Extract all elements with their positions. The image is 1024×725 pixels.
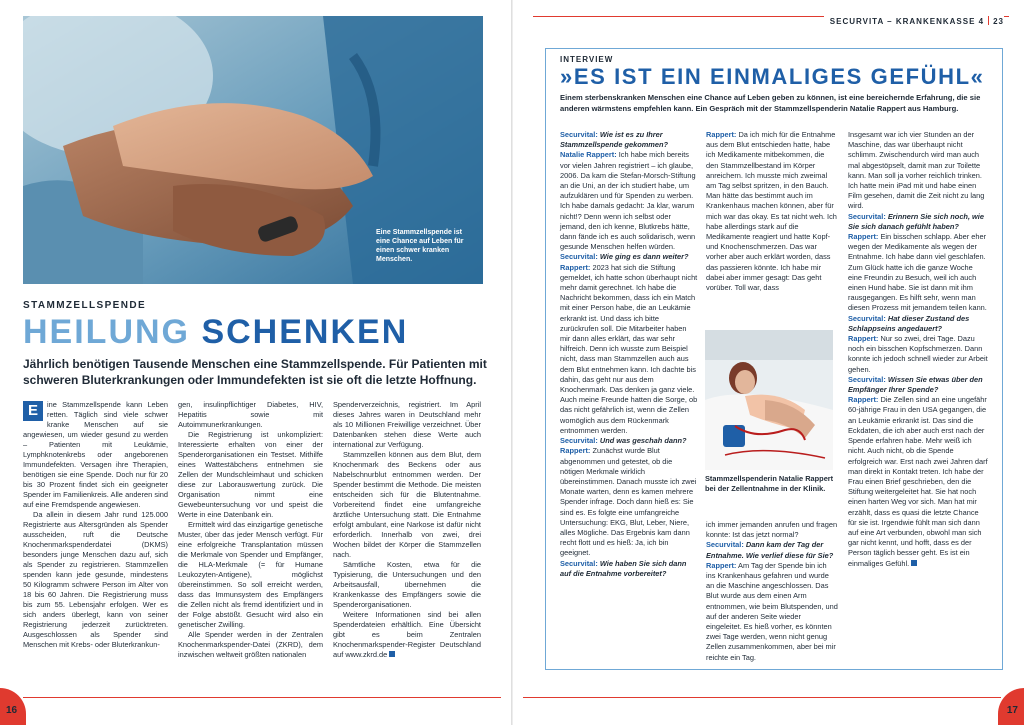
- headline-part-2: SCHENKEN: [201, 313, 409, 351]
- article-column-2: [178, 400, 323, 660]
- interview-answer: [848, 130, 988, 212]
- speaker-label: Rappert:: [848, 334, 879, 344]
- interview-answer: [560, 263, 698, 436]
- paragraph: [333, 610, 481, 660]
- page-number-right: 17: [1006, 705, 1018, 716]
- speaker-label: Securvital:: [560, 252, 598, 262]
- article-column-1: [23, 400, 168, 650]
- speaker-label: Securvital:: [560, 436, 598, 446]
- article-deck: Jährlich benötigen Tausende Menschen eine Stammzellspende. Für Patienten mit schweren Bluterkrankungen oder Immundefekten ist sie oft die letzte Hoffnung.: [23, 357, 487, 387]
- paragraph: E ine Stammzellspende kann Leben retten. Täglich sind viele schwer kranke Menschen auf sie angewiesen, um wieder gesund zu werden – Patienten mit Leukämie, Lymphknotenkrebs oder angeborenen Immundefekten. Versagen ihre Therapien, benötigen sie eine Spende. Doch nur für 20 bis 30 Prozent findet sich ein geeigneter Spender im Familienkreis. Alle anderen sind auf eine Fremdspende angewiesen.: [23, 400, 168, 509]
- interview-column-1: [560, 130, 698, 579]
- interview-question: [560, 130, 698, 150]
- speaker-label: Rappert:: [848, 395, 879, 405]
- interview-column-2a: [706, 130, 838, 293]
- interview-question: [560, 559, 698, 579]
- interview-answer: [706, 561, 838, 663]
- drop-cap: E: [23, 401, 43, 421]
- paragraph: Sämtliche Kosten, etwa für die Typisierung, die Untersuchungen und den Arbeitsausfall, übernehmen die Krankenkasse des Empfängers sowie die Spenderorganisationen.: [333, 560, 481, 609]
- speech-text: Am Tag der Spende bin ich ins Krankenhaus gefahren und wurde an die Maschine angeschlossen. Das Blut wurde aus dem einen Arm entnommen, wie beim Blutspenden, und auf der anderen Seite wieder eingeleitet. Es hieß vorher, es könnten zwei Tage werden, wenn nicht genug Zellen zusammenkommen, aber bei mir reichte ein Tag.: [706, 560, 838, 662]
- paragraph: Spenderverzeichnis, registriert. Im April dieses Jahres waren in Deutschland mehr als 10 Millionen Freiwillige verzeichnet. Über Datenbanken stehen diese Werte auch international zur Verfügung.: [333, 400, 481, 449]
- speaker-label: Rappert:: [848, 232, 879, 242]
- article-kicker: STAMMZELLSPENDE: [23, 300, 147, 311]
- interview-answer: [706, 130, 838, 293]
- speech-text: Zunächst wurde Blut abgenommen und getestet, ob die nötigen Merkmale wirklich übereinstimmen. Danach musste ich zwei Monate warten, denn es kamen mehrere Spender infrage. Doch dann hieß es: Sie sind es. Es folgte eine umfangreiche Untersuchung: EKG, Blut, Leber, Niere, alles Mögliche. Das Ergebnis kam dann recht flott und es hieß: Ja, ich bin geeignet.: [560, 446, 697, 558]
- donor-photo: [705, 330, 833, 470]
- photo-caption: Eine Stammzellspende ist eine Chance auf Leben für einen schwer kranken Menschen.: [376, 229, 464, 263]
- interview-answer: [560, 446, 698, 558]
- interview-question: [848, 375, 988, 395]
- speaker-label: Securvital:: [848, 211, 886, 221]
- speech-text: ich immer jemanden anrufen und fragen konnte: Ist das jetzt normal?: [706, 520, 838, 540]
- interview-column-3: [848, 130, 988, 569]
- speaker-label: Rappert:: [706, 560, 737, 570]
- interview-answer: [706, 520, 838, 540]
- speech-text: Wie ging es dann weiter?: [599, 252, 689, 262]
- interview-answer: [848, 395, 988, 568]
- info-link-text: Weitere Informationen sind bei allen Spenderdateien erhältlich. Eine Übersicht gibt es beim Zentralen Knochenmarkspender-Register Deutschland auf www.zkrd.de: [333, 610, 481, 659]
- running-header: [824, 16, 1004, 28]
- interview-question: [848, 212, 988, 232]
- interview-title: »ES IST EIN EINMALIGES GEFÜHL«: [560, 64, 985, 89]
- speaker-label: Securvital:: [706, 540, 744, 550]
- speaker-label: Securvital:: [560, 558, 598, 568]
- speaker-label: Securvital:: [560, 130, 598, 139]
- speech-text: Ein bisschen schlapp. Aber eher wegen der Medikamente als wegen der Entnahme. Ich habe dann viel geschlafen. Zum Glück hatte ich die ganze Woche eine Freundin zu Besuch, weil ich auch einen Hund habe. Sie ist dann mit ihm rausgegangen. Es hilft sehr, wenn man diesen Prozess mit jemandem teilen kann.: [848, 232, 987, 313]
- interview-deck: Einem sterbenskranken Menschen eine Chance auf Leben geben zu können, ist eine bereichernde Erfahrung, die sie anderen wärmstens empfehlen kann. Ein Gespräch mit der Stammzellspenderin Natalie Rappert aus Hamburg.: [560, 93, 981, 113]
- speaker-label: Rappert:: [560, 262, 591, 272]
- paragraph: Alle Spender werden in der Zentralen Knochenmarkspender-Datei (ZKRD), dem inzwischen weltweit größten nationalen: [178, 630, 323, 659]
- speech-text: Nur so zwei, drei Tage. Dazu noch ein bisschen Kopfschmerzen. Dann konnte ich jedoch schnell wieder zur Arbeit gehen.: [848, 334, 988, 374]
- interview-question: [560, 436, 698, 446]
- interview-answer: [848, 334, 988, 375]
- speech-text: Ich habe mich bereits vor vielen Jahren registriert – ich glaube, 2006. Da kam die Stefan-Morsch-Stiftung an die Uni, an der ich studiert habe, um aufzuklären und für Spenden zu werben. Ich habe damals gedacht: Ja klar, warum nicht!? Denn wenn ich selbst oder jemand, den ich kenne, Blutkrebs hätte, dann fände ich es auch solidarisch, wenn gesunde Menschen helfen würden.: [560, 150, 696, 252]
- header-page-ref: 23: [993, 17, 1004, 26]
- headline-part-1: HEILUNG: [23, 313, 190, 351]
- end-mark: [911, 560, 917, 566]
- speech-text: 2023 hat sich die Stiftung gemeldet, ich hatte schon überhaupt nicht mehr damit gerechnet. Ich habe die Nachricht bekommen, dass ich ein Match mit einer Person habe, die an Leukämie erkrankt ist. Und dass ich bitte zurückrufen soll. Die Mitarbeiter haben mir dann alles erklärt, das war sehr hilfreich. Denn ich wusste zum Beispiel nicht, dass man Stammzellen auch aus dem Blut entnehmen kann. Ich dachte bis dahin, das geht nur aus dem Knochenmark. Das denken ja ganz viele. Auch meine Freunde hatten die Sorge, ob das nicht gefährlich ist, wenn die Zellen womöglich aus dem Rückenmark entnommen werden.: [560, 262, 698, 435]
- donor-photo-caption: Stammzellspenderin Natalie Rappert bei der Zellentnahme in der Klinik.: [705, 474, 834, 493]
- donor-photo-illustration: [705, 330, 833, 470]
- paragraph: Ermittelt wird das einzigartige genetische Muster, über das jeder Mensch verfügt. Für eine erfolgreiche Transplantation müssen die Merkmale von Spender und Empfänger, die HLA-Merkmale (= für Humane Leukozyten-Antigene), möglichst übereinstimmen. So soll erreicht werden, dass das Immunsystem des Empfängers die Zellen nicht als fremd identifiziert und in der Folge abstößt. Gesucht wird also ein genetischer Zwilling.: [178, 520, 323, 629]
- speaker-label: Natalie Rappert:: [560, 150, 617, 160]
- article-column-3: [333, 400, 481, 660]
- interview-answer: [560, 150, 698, 252]
- speaker-label: Rappert:: [560, 446, 591, 456]
- interview-label: INTERVIEW: [560, 55, 614, 64]
- interview-column-2b: [706, 520, 838, 663]
- speech-text: Wissen Sie etwas über den Empfänger Ihrer Spende?: [848, 374, 983, 395]
- interview-question: [560, 252, 698, 262]
- footer-rule-left: [23, 697, 501, 698]
- speech-text: Und was geschah dann?: [599, 436, 687, 446]
- speaker-label: Rappert:: [706, 130, 737, 139]
- speaker-label: Securvital:: [848, 374, 886, 384]
- speech-text: Da ich mich für die Entnahme aus dem Blut entschieden hatte, habe ich Medikamente mitbekommen, die den Stammzellbestand im Körper anreichern. Ich musste mich zweimal am Tag selbst spritzen, in den Bauch. Man hätte das bestimmt auch im Krankenhaus machen können, aber für mich war das okay. Es tat nicht weh. Ich habe allerdings stark auf die Medikamente reagiert und hatte Kopf- und Knochenschmerzen. Das war vorher aber auch erklärt worden, dass das passieren könnte. Ich habe mir dabei aber immer gesagt: Das geht vorüber. Toll war, dass: [706, 130, 837, 293]
- speech-text: Die Zellen sind an eine ungefähr 60-jährige Frau in den USA gegangen, die an Leukämie erkrankt ist. Das sind die Eckdaten, die ich aber auch erst nach der Spende erfahren habe. Mehr weiß ich nicht. Auch nicht, ob die Spende erfolgreich war. Erst nach zwei Jahren darf man direkt in Kontakt treten. Ich habe der Frau einen Brief geschrieben, den die Stiftung weitergeleitet hat. Sie hat noch einen harten Weg vor sich. Man hat mir erzählt, dass es quasi die letzte Chance für sie ist. Irgendwie fühlt man sich dann auf eine Art verbunden, obwohl man sich gar nicht kennt, und hofft, dass es der Person täglich besser geht. Es ist ein einmaliges Gefühl.: [848, 395, 988, 568]
- speech-text: Insgesamt war ich vier Stunden an der Maschine, das war überhaupt nicht schlimm. Zwischendurch wird man auch mal abgestöpselt, damit man zur Toilette kann. Man soll ja vorher reichlich trinken. Ich hatte mein iPad mit und habe einen Film gesehen, damit die Zeit nicht zu lang wird.: [848, 130, 985, 211]
- paragraph: Stammzellen können aus dem Blut, dem Knochenmark des Beckens oder aus Nabelschnurblut entnommen werden. Der Spender bestimmt die Methode. Die meisten entscheiden sich für die Blutentnahme. Vorbereitend findet eine umfangreiche ärztliche Untersuchung statt. Die Entnahme erfolgt ambulant, eine Narkose ist dafür nicht erforderlich. Innerhalb von zwei, drei Wochen bildet der Körper die Stammzellen nach.: [333, 450, 481, 559]
- speech-text: Wie ist es zu Ihrer Stammzellspende gekommen?: [560, 130, 669, 150]
- speech-text: Erinnern Sie sich noch, wie Sie sich danach gefühlt haben?: [848, 211, 984, 231]
- header-brand: SECURVITA – KRANKENKASSE 4: [829, 17, 985, 26]
- speech-text: Dann kam der Tag der Entnahme. Wie verlief diese für Sie?: [706, 540, 834, 560]
- speaker-label: Securvital:: [848, 313, 886, 323]
- interview-question: [706, 540, 838, 560]
- end-mark: [389, 651, 395, 657]
- footer-rule-right: [523, 697, 1001, 698]
- page-fold: [511, 0, 513, 725]
- speech-text: Wie haben Sie sich dann auf die Entnahme vorbereitet?: [560, 558, 687, 578]
- paragraph: gen, insulinpflichtiger Diabetes, HIV, Hepatitis sowie mit Autoimmunerkrankungen.: [178, 400, 323, 429]
- speech-text: Hat dieser Zustand des Schlappseins angedauert?: [848, 313, 970, 333]
- interview-answer: [848, 232, 988, 314]
- article-headline: [23, 312, 408, 352]
- paragraph: Die Registrierung ist unkompliziert: Interessierte erhalten von einer der Spenderorganisationen ein Testset. Mithilfe eines Wattestäbchens entnehmen sie Zellen der Mundschleimhaut und schicken diese zur Laborauswertung zurück. Die Organisation nimmt eine Gewebeuntersuchung vor und speist die Werte in eine Datenbank ein.: [178, 430, 323, 519]
- page-number-left: 16: [6, 705, 18, 716]
- interview-question: [848, 314, 988, 334]
- paragraph: Da allein in diesem Jahr rund 125.000 Registrierte aus Altersgründen als Spender ausscheiden, ruft die Deutsche Knochenmarkspenderdatei (DKMS) besonders junge Menschen dazu auf, sich als Spender zu registrieren. Stammzellen spenden kann jede gesunde, mindestens 50 Kilogramm schwere Person im Alter von 18 bis 60 Jahren. Die Registrierung muss bis zum 55. Lebensjahr erfolgen. Wer es sich anders überlegt, kann von seiner Registrierung jederzeit zurücktreten. Ausgeschlossen als Spender sind Menschen mit Krebs- oder Bluterkrankun-: [23, 510, 168, 649]
